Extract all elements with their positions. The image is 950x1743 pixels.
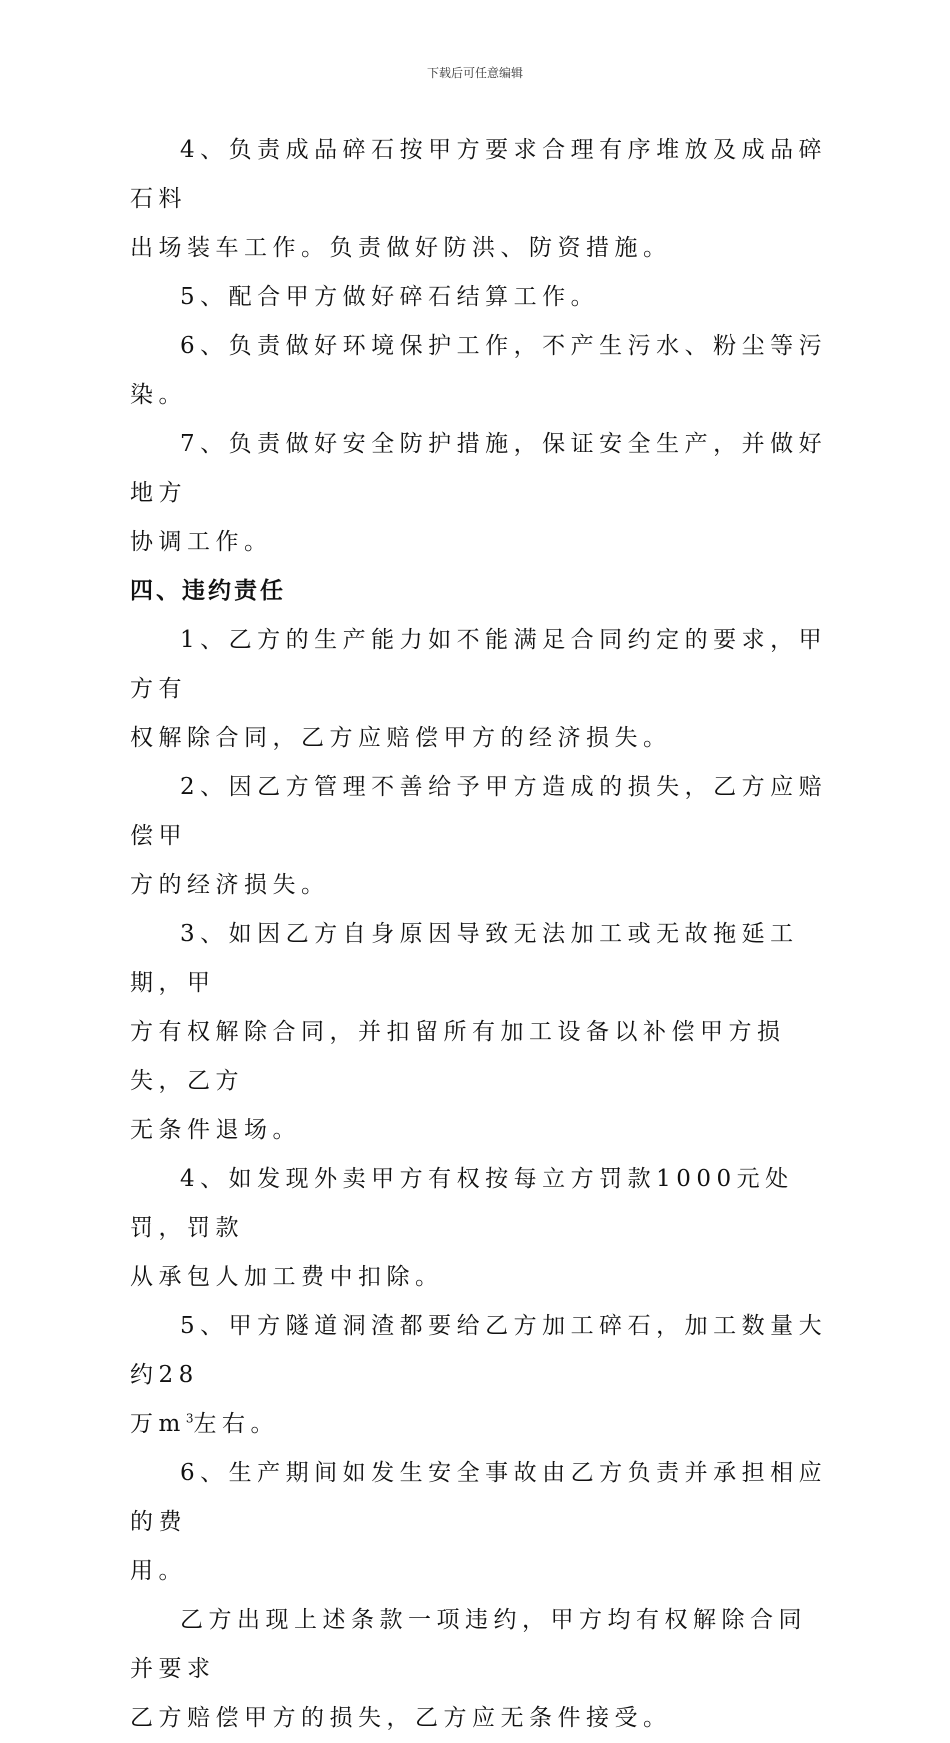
clause-4-line1: 4、负责成品碎石按甲方要求合理有序堆放及成品碎石料 [130, 137, 828, 212]
breach-item-3-line1: 3、如因乙方自身原因导致无法加工或无故拖延工期，甲 [130, 921, 799, 996]
breach-item-5 [130, 1302, 830, 1449]
clause-7-line2: 协调工作。 [130, 529, 273, 555]
clause-4-line2: 出场装车工作。负责做好防洪、防资措施。 [130, 235, 672, 261]
breach-item-4-line1: 4、如发现外卖甲方有权按每立方罚款1000元处罚，罚款 [130, 1166, 794, 1241]
breach-item-6-line1: 6、生产期间如发生安全事故由乙方负责并承担相应的费 [130, 1460, 828, 1535]
breach-item-3-line2: 方有权解除合同，并扣留所有加工设备以补偿甲方损失，乙方 [130, 1019, 786, 1094]
breach-item-6-line2: 用。 [130, 1558, 187, 1584]
breach-item-1-line1: 1、乙方的生产能力如不能满足合同约定的要求，甲方有 [130, 627, 828, 702]
section-heading-breach: 四、违约责任 [130, 578, 286, 604]
clause-5-line1: 5、配合甲方做好碎石结算工作。 [180, 284, 600, 310]
breach-item-2 [130, 763, 830, 910]
breach-item-5-line1: 5、甲方隧道洞渣都要给乙方加工碎石，加工数量大约28 [130, 1313, 828, 1388]
clause-7-line1: 7、负责做好安全防护措施，保证安全生产，并做好地方 [130, 431, 828, 506]
breach-item-5-line2-start: 万m [130, 1411, 186, 1437]
closing-paragraph [130, 1596, 830, 1743]
cubic-superscript: 3 [185, 1411, 194, 1426]
breach-item-1 [130, 616, 830, 763]
clause-4 [130, 126, 830, 273]
closing-line1: 乙方出现上述条款一项违约，甲方均有权解除合同并要求 [130, 1607, 807, 1682]
breach-item-6 [130, 1449, 830, 1596]
page-header-note: 下载后可任意编辑 [426, 66, 523, 80]
clause-6-line1: 6、负责做好环境保护工作，不产生污水、粉尘等污染。 [130, 333, 828, 408]
clause-5 [130, 273, 830, 322]
breach-item-4 [130, 1155, 830, 1302]
breach-item-2-line2: 方的经济损失。 [130, 872, 330, 898]
closing-line2: 乙方赔偿甲方的损失，乙方应无条件接受。 [130, 1705, 672, 1731]
clause-7 [130, 420, 830, 567]
breach-item-3-line3: 无条件退场。 [130, 1117, 301, 1143]
document-body [130, 126, 830, 1743]
breach-item-1-line2: 权解除合同，乙方应赔偿甲方的经济损失。 [130, 725, 672, 751]
clause-6 [130, 322, 830, 420]
breach-item-3 [130, 910, 830, 1155]
breach-item-4-line2: 从承包人加工费中扣除。 [130, 1264, 444, 1290]
breach-item-5-line2-end: 左右。 [193, 1411, 279, 1437]
breach-item-2-line1: 2、因乙方管理不善给予甲方造成的损失，乙方应赔偿甲 [130, 774, 828, 849]
